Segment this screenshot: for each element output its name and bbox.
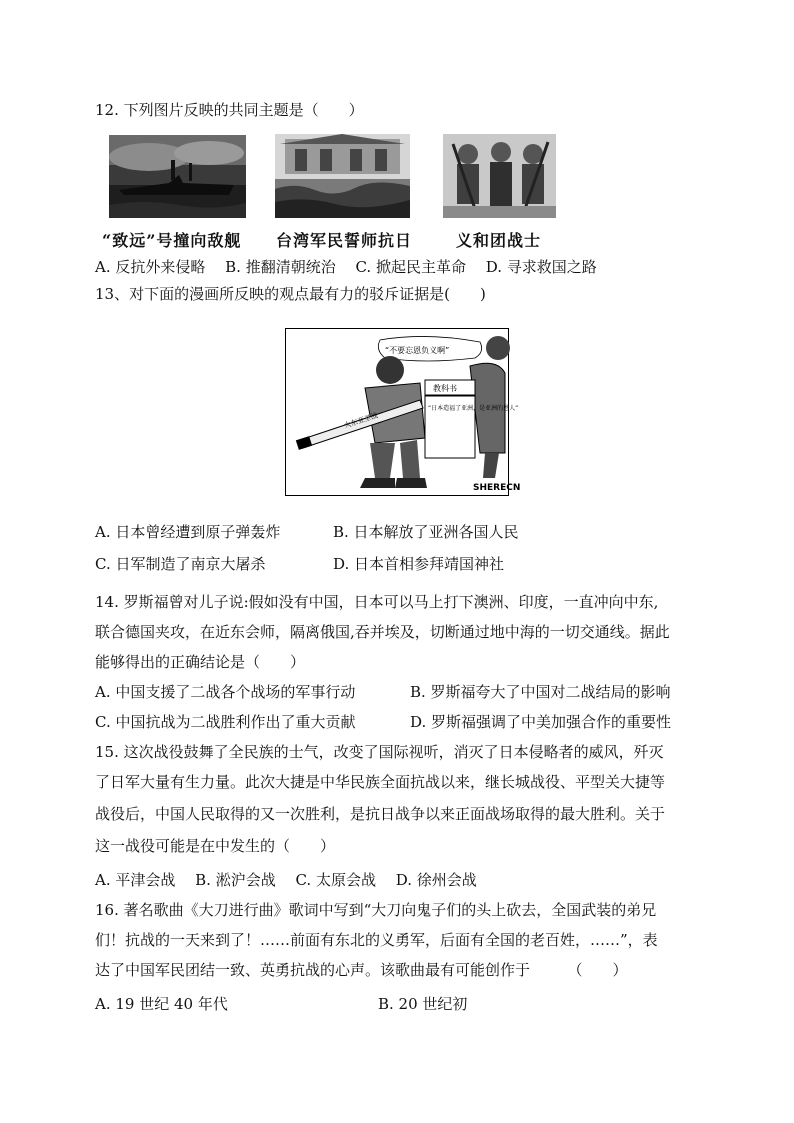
q15-line-4: 这一战役可能是在中发生的（ ） xyxy=(95,837,336,855)
caption-zhiyuan: “致远”号撞向敌舰 xyxy=(102,231,242,250)
q16-option-a: A. 19 世纪 40 年代 xyxy=(95,995,228,1013)
q12-stem: 12. 下列图片反映的共同主题是（ ） xyxy=(95,101,364,119)
q16-line-3: 达了中国军民团结一致、英勇抗战的心声。该歌曲最有可能创作于 （ ） xyxy=(95,961,628,979)
q15-line-2: 了日军大量有生力量。此次大捷是中华民族全面抗战以来，继长城战役、平型关大捷等 xyxy=(95,773,666,791)
caption-taiwan: 台湾军民誓师抗日 xyxy=(276,231,413,250)
cartoon-signature: SHERECN xyxy=(473,483,521,493)
q14-option-a: A. 中国支援了二战各个战场的军事行动 xyxy=(95,683,356,701)
q13-stem: 13、对下面的漫画所反映的观点最有力的驳斥证据是( ) xyxy=(95,285,486,303)
q13-option-c: C. 日军制造了南京大屠杀 xyxy=(95,555,266,573)
q12-options: A. 反抗外来侵略 B. 推翻清朝统治 C. 掀起民主革命 D. 寻求救国之路 xyxy=(95,258,597,276)
q14-line-1: 14. 罗斯福曾对儿子说:假如没有中国，日本可以马上打下澳洲、印度，一直冲向中东, xyxy=(95,593,659,611)
q16-line-2: 们！抗战的一天来到了！……前面有东北的义勇军，后面有全国的老百姓，……”，表 xyxy=(95,931,658,949)
cartoon-book-label: 教科书 xyxy=(433,384,457,393)
q15-options: A. 平津会战 B. 淞沪会战 C. 太原会战 D. 徐州会战 xyxy=(95,871,477,889)
q14-option-c: C. 中国抗战为二战胜利作出了重大贡献 xyxy=(95,713,356,731)
cartoon-sword-label: 大东亚圣战 xyxy=(343,411,379,430)
q14-line-2: 联合德国夹攻，在近东会师，隔离俄国,吞并埃及，切断通过地中海的一切交通线。据此 xyxy=(95,623,670,641)
q16-line-1: 16. 著名歌曲《大刀进行曲》歌词中写到“大刀向鬼子们的头上砍去，全国武装的弟兄 xyxy=(95,901,657,919)
q15-line-3: 战役后，中国人民取得的又一次胜利，是抗日战争以来正面战场取得的最大胜利。关于 xyxy=(95,805,666,823)
caption-boxer: 义和团战士 xyxy=(456,231,542,250)
q13-option-a: A. 日本曾经遭到原子弹轰炸 xyxy=(95,523,281,541)
q14-option-b: B. 罗斯福夸大了中国对二战结局的影响 xyxy=(410,683,671,701)
cartoon-speech: “不要忘恩负义啊” xyxy=(385,346,450,355)
cartoon-note: “日本造福了亚洲，是亚洲的恩人” xyxy=(428,405,519,412)
q13-option-b: B. 日本解放了亚洲各国人民 xyxy=(333,523,519,541)
photo-zhiyuan-warship xyxy=(109,135,246,218)
q14-line-3: 能够得出的正确结论是（ ） xyxy=(95,653,306,671)
cartoon-image xyxy=(285,328,521,496)
q16-option-b: B. 20 世纪初 xyxy=(378,995,468,1013)
photo-boxer-fighters xyxy=(443,134,556,218)
photo-taiwan-oath xyxy=(275,134,410,218)
q15-line-1: 15. 这次战役鼓舞了全民族的士气，改变了国际视听，消灭了日本侵略者的威风，歼灭 xyxy=(95,743,664,761)
q14-option-d: D. 罗斯福强调了中美加强合作的重要性 xyxy=(410,713,672,731)
q13-option-d: D. 日本首相参拜靖国神社 xyxy=(333,555,505,573)
